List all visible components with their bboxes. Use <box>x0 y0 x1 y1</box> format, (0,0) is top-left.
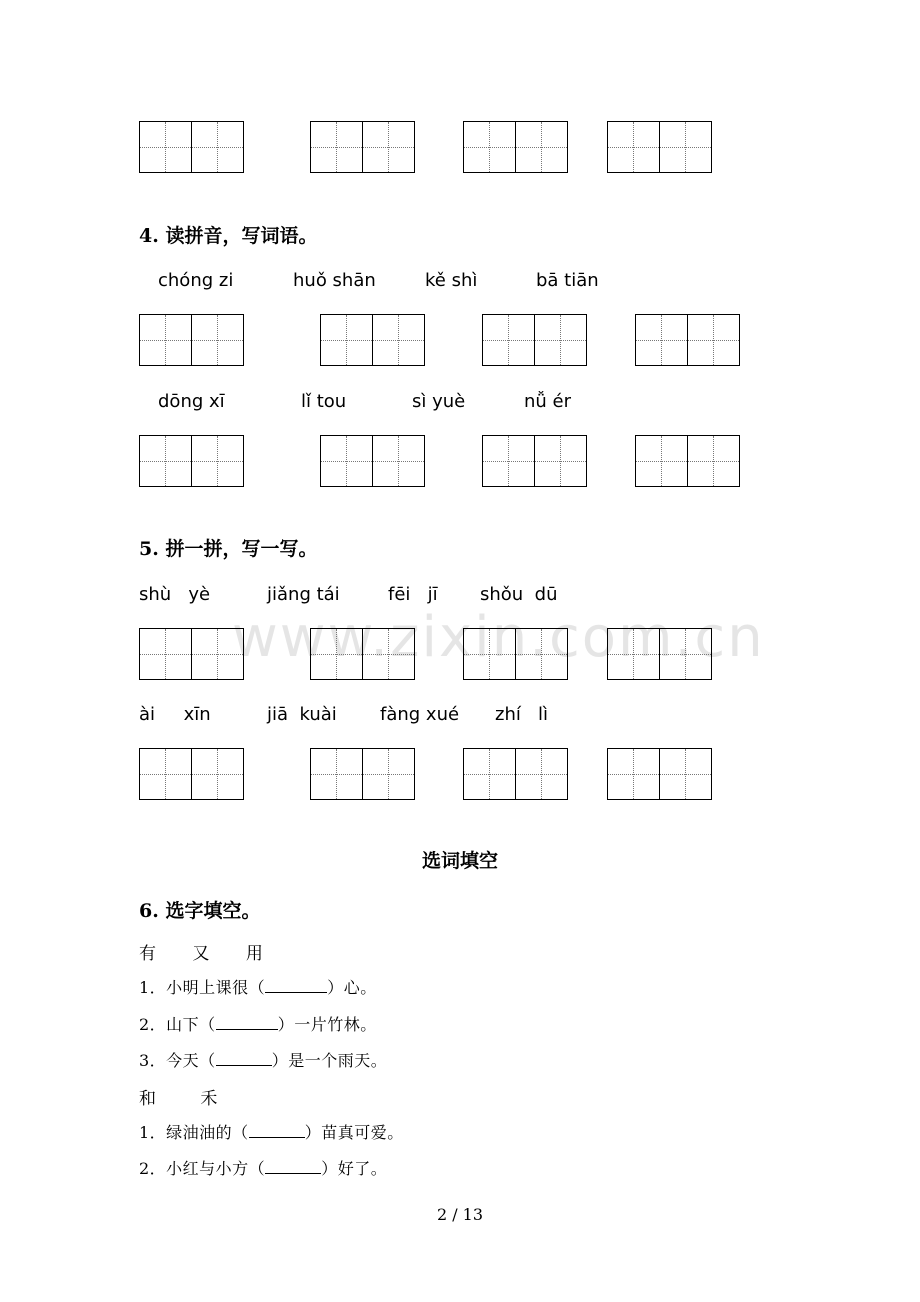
writing-box[interactable] <box>139 435 244 487</box>
item-suffix: ）一片竹林。 <box>277 1015 377 1034</box>
answer-blank[interactable] <box>265 978 327 993</box>
option-char: 又 <box>192 944 210 964</box>
pinyin-label: zhí lì <box>495 704 549 725</box>
writing-box[interactable] <box>482 435 587 487</box>
option-char: 有 <box>139 944 157 964</box>
pinyin-label: fēi jī <box>388 584 438 605</box>
answer-blank[interactable] <box>216 1015 278 1030</box>
pinyin-label: fàng xué <box>380 704 460 725</box>
writing-box[interactable] <box>320 314 425 366</box>
writing-box[interactable] <box>482 314 587 366</box>
pinyin-label: huǒ shān <box>293 270 376 291</box>
pinyin-label: shù yè <box>139 584 211 605</box>
fill-blank-item <box>139 1120 404 1143</box>
answer-blank[interactable] <box>216 1051 272 1066</box>
page-number: 2 / 13 <box>436 1205 484 1224</box>
pinyin-label: shǒu dū <box>480 584 558 605</box>
item-suffix: ）苗真可爱。 <box>304 1123 404 1142</box>
pinyin-label: kě shì <box>425 270 478 291</box>
writing-box[interactable] <box>310 748 415 800</box>
item-suffix: ）心。 <box>327 978 377 997</box>
pinyin-label: dōng xī <box>158 391 225 412</box>
fill-blank-item <box>139 1156 387 1179</box>
fill-blank-item <box>139 1012 377 1035</box>
pinyin-label: chóng zi <box>158 270 234 291</box>
category-title: 选词填空 <box>421 850 498 872</box>
writing-box[interactable] <box>139 628 244 680</box>
writing-box[interactable] <box>310 121 415 173</box>
writing-box[interactable] <box>635 435 740 487</box>
item-suffix: ）好了。 <box>321 1159 388 1178</box>
writing-box[interactable] <box>635 314 740 366</box>
pinyin-label: jiā kuài <box>267 704 337 725</box>
section-6-heading: 6. 选字填空。 <box>139 900 261 922</box>
writing-box[interactable] <box>139 314 244 366</box>
writing-box[interactable] <box>463 748 568 800</box>
option-list <box>139 1084 218 1109</box>
section-4-heading: 4. 读拼音，写词语。 <box>139 225 318 247</box>
option-list <box>139 939 263 964</box>
pinyin-label: jiǎng tái <box>267 584 340 605</box>
fill-blank-item <box>139 975 377 998</box>
watermark: www.zixin.com.cn <box>232 605 765 670</box>
item-suffix: ）是一个雨天。 <box>271 1051 388 1070</box>
item-prefix: 2．山下（ <box>139 1015 216 1034</box>
writing-box[interactable] <box>607 121 712 173</box>
writing-box[interactable] <box>463 628 568 680</box>
item-prefix: 3．今天（ <box>139 1051 216 1070</box>
answer-blank[interactable] <box>265 1159 321 1174</box>
writing-box[interactable] <box>139 121 244 173</box>
writing-box[interactable] <box>320 435 425 487</box>
option-char: 用 <box>245 944 264 964</box>
option-char: 和 <box>139 1089 157 1109</box>
section-5-heading: 5. 拼一拼，写一写。 <box>139 538 318 560</box>
fill-blank-item <box>139 1048 387 1071</box>
writing-box[interactable] <box>607 748 712 800</box>
option-char: 禾 <box>200 1089 218 1109</box>
pinyin-label: lǐ tou <box>301 391 347 412</box>
answer-blank[interactable] <box>249 1123 305 1138</box>
pinyin-label: sì yuè <box>412 391 466 412</box>
pinyin-label: nǚ ér <box>524 391 572 412</box>
writing-box[interactable] <box>310 628 415 680</box>
writing-box[interactable] <box>607 628 712 680</box>
writing-box[interactable] <box>463 121 568 173</box>
item-prefix: 1．小明上课很（ <box>139 978 266 997</box>
item-prefix: 2．小红与小方（ <box>139 1159 266 1178</box>
pinyin-label: ài xīn <box>139 704 211 725</box>
item-prefix: 1．绿油油的（ <box>139 1123 249 1142</box>
pinyin-label: bā tiān <box>536 270 599 291</box>
writing-box[interactable] <box>139 748 244 800</box>
